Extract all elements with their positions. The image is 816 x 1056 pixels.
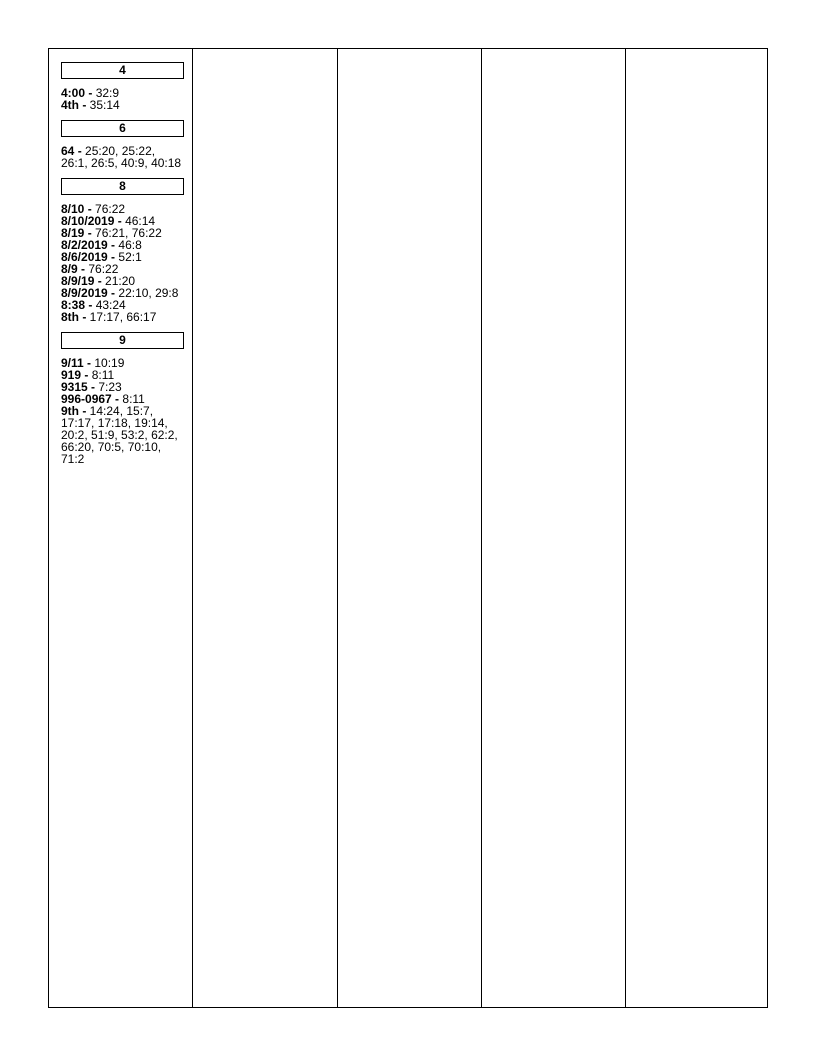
index-column-5 <box>626 49 767 1007</box>
index-entry: 4th - 35:14 <box>61 98 120 112</box>
entry-term: 4th <box>61 98 79 112</box>
entry-term: 8/19 <box>61 226 85 240</box>
index-section-6 <box>61 120 185 169</box>
index-entry: 64 - 25:20, 25:22, 26:1, 26:5, 40:9, 40:18 <box>61 144 182 170</box>
section-heading-8: 8 <box>61 178 184 195</box>
index-entry: 4:00 - 32:9 <box>61 86 120 100</box>
index-column-content <box>49 49 185 465</box>
index-entry: 9th - 14:24, 15:7, 17:17, 17:18, 19:14, 20:2, 51:9, 53:2, 62:2, 66:20, 70:5, 70:10, 71:2 <box>61 404 178 466</box>
index-entry: 8/2/2019 - 46:8 <box>61 238 142 252</box>
index-entry: 919 - 8:11 <box>61 368 115 382</box>
entry-refs: 76:21, 76:22 <box>95 226 162 240</box>
entry-term: 8/10 <box>61 202 85 216</box>
entry-term: 8/9/19 <box>61 274 95 288</box>
entry-refs: 8:11 <box>91 368 115 382</box>
entry-term: 8:38 <box>61 298 86 312</box>
entry-term: 64 <box>61 144 75 158</box>
index-entry: 8/10/2019 - 46:14 <box>61 214 156 228</box>
section-heading-4: 4 <box>61 62 184 79</box>
entry-term: 8/6/2019 <box>61 250 108 264</box>
entry-refs: 10:19 <box>94 356 125 370</box>
index-entry: 996-0967 - 8:11 <box>61 392 145 406</box>
entry-term: 9th <box>61 404 79 418</box>
entry-refs: 76:22 <box>95 202 126 216</box>
entry-term: 919 <box>61 368 82 382</box>
index-entry: 9315 - 7:23 <box>61 380 122 394</box>
entry-term: 4:00 <box>61 86 86 100</box>
entry-term: 9315 <box>61 380 88 394</box>
index-entry: 9/11 - 10:19 <box>61 356 125 370</box>
entry-refs: 43:24 <box>95 298 126 312</box>
entry-refs: 17:17, 66:17 <box>89 310 157 324</box>
index-page-frame <box>48 48 768 1008</box>
index-section-8 <box>61 178 185 323</box>
entry-refs: 14:24, 15:7, 17:17, 17:18, 19:14, 20:2, 51:9, 53:2, 62:2, 66:20, 70:5, 70:10, 71:2 <box>61 404 178 466</box>
entry-term: 8/10/2019 <box>61 214 115 228</box>
entry-refs: 8:11 <box>122 392 145 406</box>
index-entry: 8/10 - 76:22 <box>61 202 126 216</box>
entry-term: 9/11 <box>61 356 84 370</box>
index-entry: 8/19 - 76:21, 76:22 <box>61 226 162 240</box>
entry-refs: 32:9 <box>95 86 120 100</box>
index-entry: 8:38 - 43:24 <box>61 298 126 312</box>
entry-term: 996-0967 <box>61 392 112 406</box>
index-column-1 <box>49 49 193 1007</box>
entry-refs: 46:8 <box>118 238 142 252</box>
entry-term: 8/9 <box>61 262 78 276</box>
index-entry: 8/9/2019 - 22:10, 29:8 <box>61 286 179 300</box>
entry-refs: 35:14 <box>89 98 120 112</box>
section-heading-9: 9 <box>61 332 184 349</box>
entry-refs: 46:14 <box>125 214 156 228</box>
entry-refs: 22:10, 29:8 <box>118 286 179 300</box>
index-entry: 8/9 - 76:22 <box>61 262 119 276</box>
entry-refs: 52:1 <box>118 250 142 264</box>
index-section-4 <box>61 62 185 111</box>
entry-refs: 76:22 <box>88 262 119 276</box>
entry-term: 8/2/2019 <box>61 238 108 252</box>
index-column-4 <box>482 49 626 1007</box>
index-entry: 8/9/19 - 21:20 <box>61 274 136 288</box>
entry-term: 8th <box>61 310 79 324</box>
entry-refs: 7:23 <box>98 380 122 394</box>
index-entry: 8th - 17:17, 66:17 <box>61 310 157 324</box>
entry-term: 8/9/2019 <box>61 286 108 300</box>
section-heading-6: 6 <box>61 120 184 137</box>
index-section-9 <box>61 332 185 465</box>
index-column-3 <box>338 49 482 1007</box>
index-column-2 <box>193 49 338 1007</box>
index-entry: 8/6/2019 - 52:1 <box>61 250 142 264</box>
entry-refs: 25:20, 25:22, 26:1, 26:5, 40:9, 40:18 <box>61 144 182 170</box>
entry-refs: 21:20 <box>105 274 136 288</box>
